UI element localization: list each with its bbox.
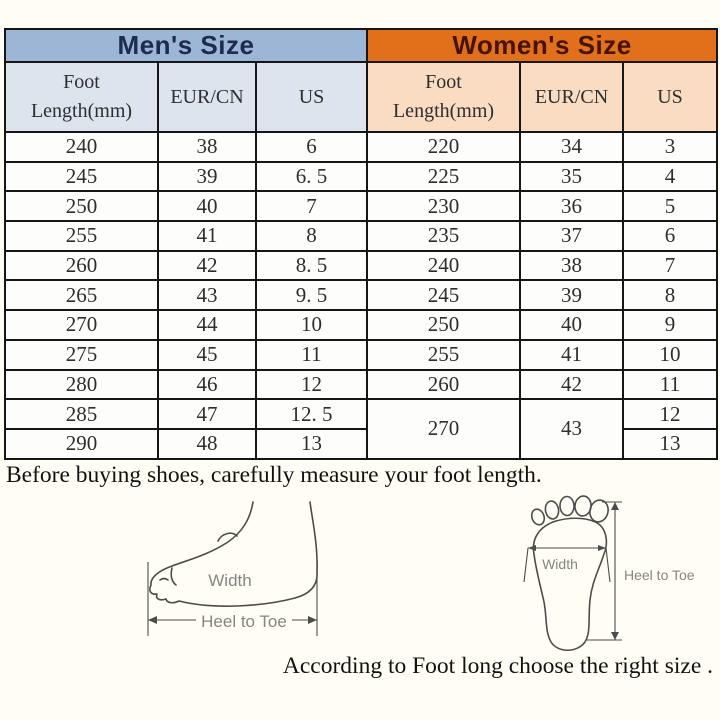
- size-cell: 46: [158, 370, 256, 400]
- foot-label: Foot: [425, 71, 462, 93]
- size-cell: 9. 5: [256, 280, 367, 310]
- size-cell: 11: [256, 340, 367, 370]
- side-foot-diagram: [140, 498, 330, 643]
- mens-size-title: Men's Size: [5, 29, 367, 62]
- size-cell: 260: [367, 370, 520, 400]
- size-cell: 260: [5, 251, 158, 281]
- size-cell: 230: [367, 191, 520, 221]
- right-arrow-icon: [308, 616, 317, 624]
- table-header-row: [5, 62, 717, 132]
- size-cell: 12: [623, 399, 717, 429]
- size-cell: 35: [520, 162, 623, 192]
- size-cell: 43: [520, 399, 623, 458]
- size-cell: 265: [5, 280, 158, 310]
- col-header-us-women: US: [623, 62, 717, 132]
- heel-to-toe-label: Heel to Toe: [624, 567, 695, 583]
- size-row: [5, 280, 717, 310]
- foot-label: Foot: [63, 71, 100, 93]
- size-row: [5, 399, 717, 429]
- size-table: [4, 28, 718, 460]
- size-cell: 40: [520, 310, 623, 340]
- size-cell: 8: [623, 280, 717, 310]
- sole-foot-diagram: [498, 490, 713, 665]
- col-header-foot-length-men: [5, 62, 158, 132]
- size-cell: 290: [5, 429, 158, 459]
- womens-size-title: Women's Size: [367, 29, 717, 62]
- size-cell: 13: [256, 429, 367, 459]
- size-row: [5, 191, 717, 221]
- col-header-foot-length-women: [367, 62, 520, 132]
- size-cell: 43: [158, 280, 256, 310]
- size-cell: 6. 5: [256, 162, 367, 192]
- size-cell: 255: [5, 221, 158, 251]
- size-cell: 11: [623, 370, 717, 400]
- size-row: [5, 370, 717, 400]
- size-cell: 34: [520, 132, 623, 162]
- size-cell: 250: [5, 191, 158, 221]
- measure-instruction-text: Before buying shoes, carefully measure your foot length.: [6, 462, 542, 488]
- size-row: [5, 162, 717, 192]
- up-arrow-icon: [611, 502, 619, 510]
- width-measure: [524, 545, 610, 582]
- size-cell: 38: [520, 251, 623, 281]
- size-row: [5, 310, 717, 340]
- size-cell: 255: [367, 340, 520, 370]
- size-cell: 12: [256, 370, 367, 400]
- size-cell: 9: [623, 310, 717, 340]
- left-arrow-icon: [148, 616, 157, 624]
- size-cell: 240: [5, 132, 158, 162]
- size-cell: 39: [520, 280, 623, 310]
- size-cell: 12. 5: [256, 399, 367, 429]
- choose-size-text: According to Foot long choose the right size .: [282, 653, 713, 679]
- size-row: [5, 251, 717, 281]
- size-cell: 47: [158, 399, 256, 429]
- size-cell: 40: [158, 191, 256, 221]
- size-cell: 240: [367, 251, 520, 281]
- size-cell: 6: [256, 132, 367, 162]
- size-cell: 280: [5, 370, 158, 400]
- left-arrow-icon: [528, 545, 536, 551]
- size-cell: 270: [367, 399, 520, 458]
- size-cell: 8: [256, 221, 367, 251]
- size-cell: 7: [256, 191, 367, 221]
- size-cell: 245: [367, 280, 520, 310]
- col-header-eurcn-women: EUR/CN: [520, 62, 623, 132]
- toes: [530, 495, 611, 526]
- size-cell: 42: [158, 251, 256, 281]
- size-cell: 38: [158, 132, 256, 162]
- side-foot-outline: [150, 502, 317, 606]
- size-cell: 36: [520, 191, 623, 221]
- col-header-eurcn-men: EUR/CN: [158, 62, 256, 132]
- size-cell: 6: [623, 221, 717, 251]
- size-cell: 250: [367, 310, 520, 340]
- size-cell: 220: [367, 132, 520, 162]
- size-row: [5, 340, 717, 370]
- size-cell: 225: [367, 162, 520, 192]
- toe-line: [171, 568, 176, 585]
- size-cell: 42: [520, 370, 623, 400]
- size-cell: 37: [520, 221, 623, 251]
- size-cell: 7: [623, 251, 717, 281]
- sole-outline: [530, 495, 611, 650]
- size-row: [5, 132, 717, 162]
- size-cell: 45: [158, 340, 256, 370]
- length-mm-label: Length(mm): [392, 100, 495, 122]
- length-mm-label: Length(mm): [30, 100, 133, 122]
- size-cell: 270: [5, 310, 158, 340]
- size-cell: 13: [623, 429, 717, 459]
- size-cell: 4: [623, 162, 717, 192]
- width-label: Width: [542, 556, 578, 572]
- heel-to-toe-label: Heel to Toe: [201, 612, 287, 631]
- down-arrow-icon: [611, 632, 619, 640]
- heel-to-toe-measure: [586, 502, 695, 640]
- size-cell: 8. 5: [256, 251, 367, 281]
- size-cell: 48: [158, 429, 256, 459]
- size-cell: 39: [158, 162, 256, 192]
- size-cell: 10: [623, 340, 717, 370]
- size-cell: 3: [623, 132, 717, 162]
- size-table-body: [5, 132, 717, 459]
- size-cell: 10: [256, 310, 367, 340]
- size-cell: 285: [5, 399, 158, 429]
- size-cell: 235: [367, 221, 520, 251]
- size-cell: 41: [520, 340, 623, 370]
- size-cell: 245: [5, 162, 158, 192]
- size-row: [5, 221, 717, 251]
- size-cell: 44: [158, 310, 256, 340]
- size-cell: 275: [5, 340, 158, 370]
- col-header-us-men: US: [256, 62, 367, 132]
- size-cell: 5: [623, 191, 717, 221]
- width-label: Width: [208, 571, 252, 590]
- table-title-row: [5, 29, 717, 62]
- size-cell: 41: [158, 221, 256, 251]
- toenail-mark: [160, 579, 168, 581]
